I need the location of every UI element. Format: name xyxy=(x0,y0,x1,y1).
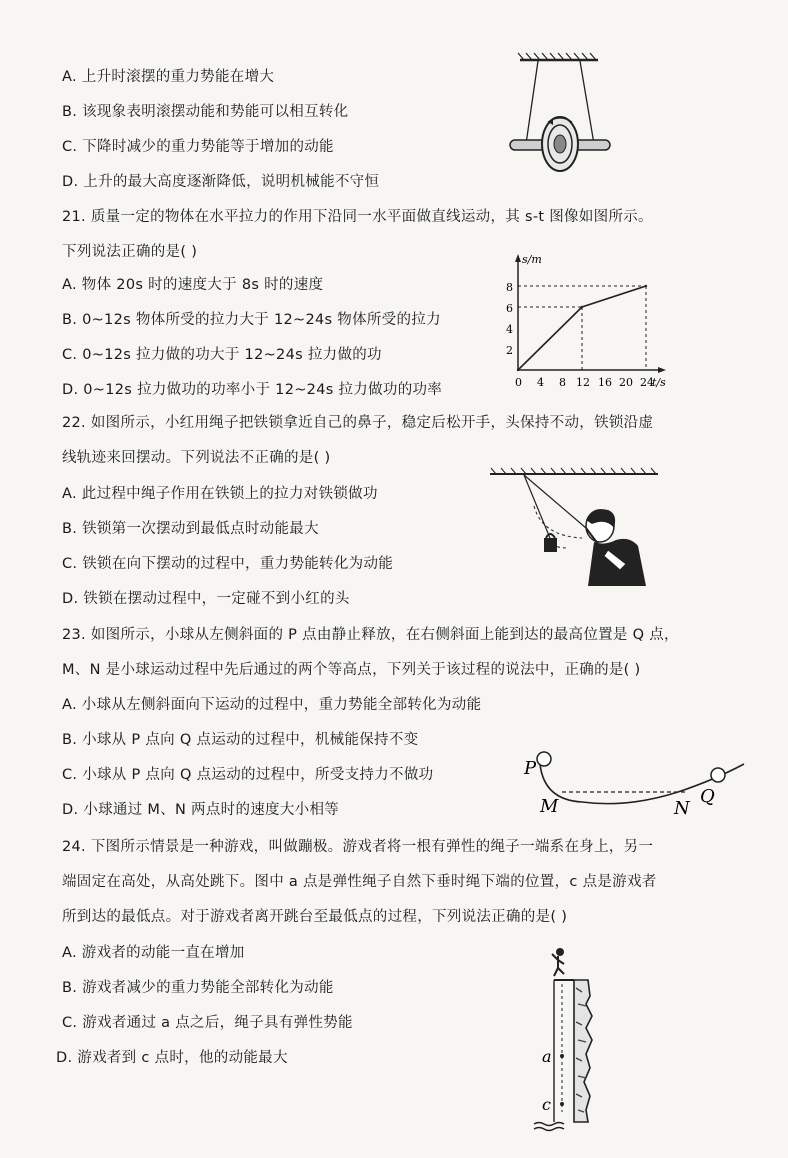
s-t-graph xyxy=(500,250,670,398)
q22-stem-line-1: 22. 如图所示，小红用绳子把铁锁拿近自己的鼻子，稳定后松开手，头保持不动，铁锁沿虚 xyxy=(62,415,654,431)
q22-stem-line-2: 线轨迹来回摆动。下列说法不正确的是( ) xyxy=(62,450,331,466)
q21-stem-line-1: 21. 质量一定的物体在水平拉力的作用下沿同一水平面做直线运动，其 s-t 图像如图所示。 xyxy=(62,209,653,225)
q24-option-b: B. 游戏者减少的重力势能全部转化为动能 xyxy=(62,980,334,996)
q24-stem-line-2: 端固定在高处，从高处跳下。图中 a 点是弹性绳子自然下垂时绳下端的位置，c 点是游戏者 xyxy=(62,874,657,890)
data-point xyxy=(517,369,519,371)
q24-option-c: C. 游戏者通过 a 点之后，绳子具有弹性势能 xyxy=(62,1015,353,1031)
q21-option-c: C. 0~12s 拉力做的功大于 12~24s 拉力做的功 xyxy=(62,347,382,363)
point-a-marker xyxy=(560,1054,564,1058)
q23-option-b: B. 小球从 P 点向 Q 点运动的过程中，机械能保持不变 xyxy=(62,732,419,748)
x-axis-label: t/s xyxy=(652,376,666,389)
x-tick-label-20: 20 xyxy=(619,376,633,389)
x-tick-label-12: 12 xyxy=(576,376,590,389)
q24-option-d: D. 游戏者到 c 点时，他的动能最大 xyxy=(56,1050,288,1066)
y-tick-label-8: 8 xyxy=(506,281,513,294)
label-m: M xyxy=(540,796,559,817)
q24-stem-line-3: 所到达的最低点。对于游戏者离开跳台至最低点的过程，下列说法正确的是( ) xyxy=(62,909,568,925)
ball-q xyxy=(711,768,725,782)
ball-track-figure xyxy=(518,748,748,820)
q23-stem-line-2: M、N 是小球运动过程中先后通过的两个等高点，下列关于该过程的说法中，正确的是( ) xyxy=(62,662,641,678)
q20-option-d: D. 上升的最大高度逐渐降低，说明机械能不守恒 xyxy=(62,174,380,190)
q22-option-d: D. 铁锁在摆动过程中，一定碰不到小红的头 xyxy=(62,591,350,607)
iron-lock-pendulum-figure xyxy=(488,466,660,598)
bungee-jump-figure xyxy=(528,944,618,1134)
x-tick-label-0: 0 xyxy=(515,376,522,389)
q21-stem-line-2: 下列说法正确的是( ) xyxy=(62,244,198,260)
x-tick-label-4: 4 xyxy=(537,376,544,389)
q22-option-c: C. 铁锁在向下摆动的过程中，重力势能转化为动能 xyxy=(62,556,394,572)
q22-option-b: B. 铁锁第一次摆动到最低点时动能最大 xyxy=(62,521,319,537)
label-q: Q xyxy=(700,786,715,807)
q21-option-d: D. 0~12s 拉力做功的功率小于 12~24s 拉力做功的功率 xyxy=(62,382,443,398)
label-c: c xyxy=(542,1095,551,1114)
q20-option-a: A. 上升时滚摆的重力势能在增大 xyxy=(62,69,275,85)
q20-option-b: B. 该现象表明滚摆动能和势能可以相互转化 xyxy=(62,104,349,120)
data-point xyxy=(581,306,583,308)
x-tick-label-8: 8 xyxy=(559,376,566,389)
x-tick-label-16: 16 xyxy=(598,376,612,389)
y-axis-label: s/m xyxy=(522,253,542,266)
label-p: P xyxy=(524,758,537,779)
x-tick-label-24: 24 xyxy=(640,376,654,389)
maxwell-pendulum-figure xyxy=(500,52,620,187)
y-tick-label-6: 6 xyxy=(506,302,513,315)
y-tick-label-4: 4 xyxy=(506,323,513,336)
y-tick-label-2: 2 xyxy=(506,344,513,357)
q23-stem-line-1: 23. 如图所示，小球从左侧斜面的 P 点由静止释放，在右侧斜面上能到达的最高位置是 Q 点， xyxy=(62,627,679,643)
x-axis-arrow xyxy=(658,367,666,373)
y-axis-arrow xyxy=(515,254,521,262)
q23-option-d: D. 小球通过 M、N 两点时的速度大小相等 xyxy=(62,802,340,818)
label-n: N xyxy=(674,798,690,819)
ball-p xyxy=(537,752,551,766)
label-a: a xyxy=(542,1047,552,1066)
jumper-head xyxy=(556,948,564,956)
data-point xyxy=(645,285,647,287)
q23-option-a: A. 小球从左侧斜面向下运动的过程中，重力势能全部转化为动能 xyxy=(62,697,482,713)
q21-option-b: B. 0~12s 物体所受的拉力大于 12~24s 物体所受的拉力 xyxy=(62,312,441,328)
q22-option-a: A. 此过程中绳子作用在铁锁上的拉力对铁锁做功 xyxy=(62,486,378,502)
q24-stem-line-1: 24. 下图所示情景是一种游戏，叫做蹦极。游戏者将一根有弹性的绳子一端系在身上，另一 xyxy=(62,839,654,855)
q21-option-a: A. 物体 20s 时的速度大于 8s 时的速度 xyxy=(62,277,324,293)
q20-option-c: C. 下降时减少的重力势能等于增加的动能 xyxy=(62,139,334,155)
point-c-marker xyxy=(560,1102,564,1106)
q23-option-c: C. 小球从 P 点向 Q 点运动的过程中，所受支持力不做功 xyxy=(62,767,434,783)
q24-option-a: A. 游戏者的动能一直在增加 xyxy=(62,945,245,961)
